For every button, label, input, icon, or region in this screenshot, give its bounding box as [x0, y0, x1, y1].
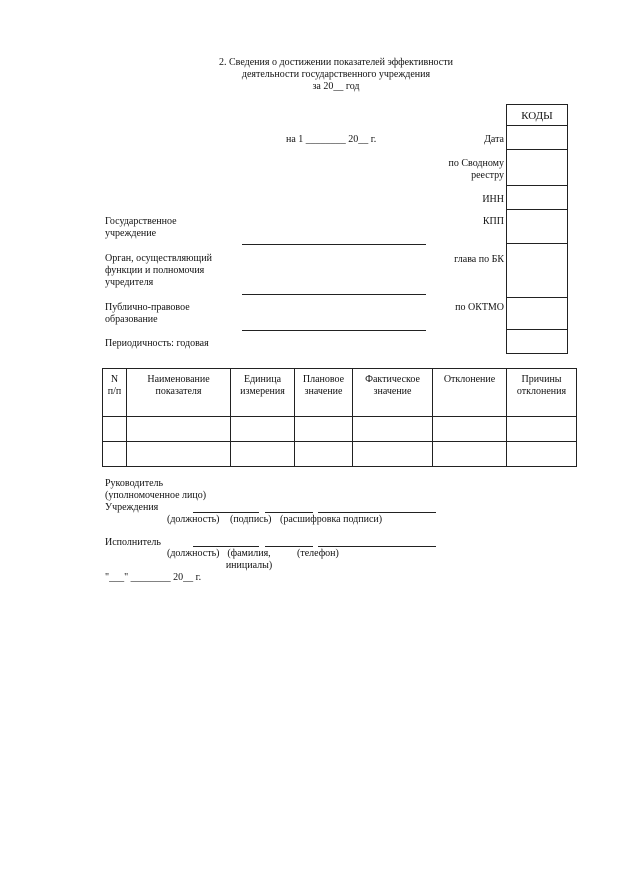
table-cell[interactable] [507, 417, 577, 442]
field-founder-label [105, 253, 212, 289]
code-cell-bk[interactable] [506, 244, 568, 298]
caption-executor-name [222, 548, 276, 572]
indicators-table [102, 368, 577, 467]
table-cell[interactable] [353, 442, 433, 467]
field-entity-line-2: образование [105, 314, 158, 325]
col-number: N п/п [103, 369, 127, 417]
code-cell-oktmo[interactable] [506, 298, 568, 330]
report-date-line: на 1 ________ 20__ г. [286, 134, 377, 145]
head-position-line[interactable] [193, 512, 259, 513]
caption-decode: (расшифровка подписи) [280, 514, 383, 525]
table-cell[interactable] [295, 417, 353, 442]
table-header-row [103, 369, 577, 417]
codes-column [506, 104, 568, 354]
field-founder-line-2: функции и полномочия [105, 265, 205, 276]
caption-executor-position: (должность) [167, 548, 220, 559]
table-cell[interactable] [231, 417, 295, 442]
label-registry-line-1: по Сводному [448, 158, 504, 169]
col-actual-value: Фактическое значение [353, 369, 433, 417]
table-row [103, 442, 577, 467]
head-label-line-1: Руководитель [105, 478, 164, 489]
caption-signature: (подпись) [230, 514, 272, 525]
label-registry-line-2: реестру [471, 170, 504, 181]
title-line-3: за 20__ год [312, 81, 360, 92]
founder-fill-line[interactable] [242, 294, 426, 295]
col-unit: Единица измерения [231, 369, 295, 417]
field-periodicity: Периодичность: годовая [105, 338, 209, 349]
form-title [0, 57, 640, 93]
executor-label: Исполнитель [105, 537, 161, 548]
table-cell[interactable] [127, 442, 231, 467]
table-cell[interactable] [231, 442, 295, 467]
executor-phone-line[interactable] [318, 546, 436, 547]
code-cell-inn[interactable] [506, 186, 568, 210]
caption-executor-name-line-2: инициалы) [225, 560, 273, 571]
table-cell[interactable] [295, 442, 353, 467]
caption-position: (должность) [167, 514, 220, 525]
table-cell[interactable] [127, 417, 231, 442]
field-institution-line-2: учреждение [105, 228, 157, 239]
label-date: Дата [484, 134, 504, 145]
label-oktmo: по ОКТМО [455, 302, 504, 313]
col-deviation: Отклонение [433, 369, 507, 417]
table-cell[interactable] [433, 442, 507, 467]
code-cell-date[interactable] [506, 126, 568, 150]
head-signature-label [105, 478, 206, 514]
executor-position-line[interactable] [193, 546, 259, 547]
field-institution-line-1: Государственное [105, 216, 177, 227]
field-entity-line-1: Публично-правовое [105, 302, 190, 313]
label-registry [380, 158, 504, 182]
table-cell[interactable] [433, 417, 507, 442]
label-bk: глава по БК [454, 254, 504, 265]
code-cell-periodicity[interactable] [506, 330, 568, 354]
codes-header: КОДЫ [506, 104, 568, 126]
field-founder-line-1: Орган, осуществляющий [105, 253, 212, 264]
title-line-1: 2. Сведения о достижении показателей эффективности [219, 57, 453, 68]
caption-executor-phone: (телефон) [297, 548, 339, 559]
table-row [103, 417, 577, 442]
table-cell[interactable] [353, 417, 433, 442]
col-indicator-name: Наименование показателя [127, 369, 231, 417]
head-label-line-2: (уполномоченное лицо) [105, 490, 207, 501]
executor-name-line[interactable] [265, 546, 313, 547]
field-founder-line-3: учредителя [105, 277, 154, 288]
head-label-line-3: Учреждения [105, 502, 159, 513]
title-line-2: деятельности государственного учреждения [241, 69, 431, 80]
field-institution-label [105, 216, 177, 240]
head-decode-line[interactable] [318, 512, 436, 513]
label-kpp: КПП [482, 216, 504, 227]
table-cell[interactable] [103, 417, 127, 442]
label-inn: ИНН [482, 194, 504, 205]
head-signature-line[interactable] [265, 512, 313, 513]
table-cell[interactable] [507, 442, 577, 467]
table-cell[interactable] [103, 442, 127, 467]
code-cell-registry[interactable] [506, 150, 568, 186]
code-cell-kpp[interactable] [506, 210, 568, 244]
caption-executor-name-line-1: (фамилия, [227, 548, 271, 559]
signature-date: "___" ________ 20__ г. [105, 572, 202, 583]
col-deviation-reasons: Причины отклонения [507, 369, 577, 417]
institution-fill-line[interactable] [242, 244, 426, 245]
field-entity-label [105, 302, 190, 326]
col-planned-value: Плановое значение [295, 369, 353, 417]
entity-fill-line[interactable] [242, 330, 426, 331]
